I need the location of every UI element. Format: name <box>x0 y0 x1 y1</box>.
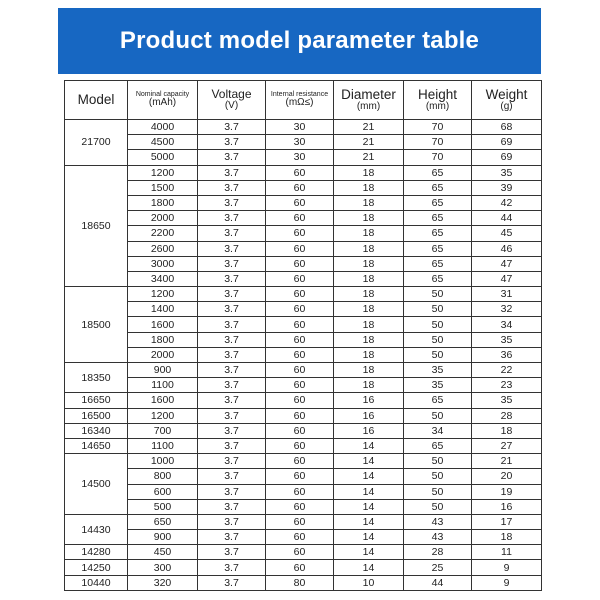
diameter-cell: 18 <box>334 195 404 210</box>
resistance-cell: 60 <box>266 165 334 180</box>
diameter-cell: 18 <box>334 165 404 180</box>
weight-cell: 17 <box>472 514 542 529</box>
resistance-cell: 60 <box>266 408 334 423</box>
diameter-cell: 16 <box>334 423 404 438</box>
voltage-cell: 3.7 <box>198 438 266 453</box>
height-cell: 70 <box>404 150 472 165</box>
voltage-cell: 3.7 <box>198 271 266 286</box>
resistance-cell: 60 <box>266 302 334 317</box>
height-cell: 35 <box>404 363 472 378</box>
diameter-cell: 18 <box>334 241 404 256</box>
voltage-cell: 3.7 <box>198 363 266 378</box>
weight-cell: 11 <box>472 545 542 560</box>
height-cell: 50 <box>404 484 472 499</box>
resistance-cell: 60 <box>266 423 334 438</box>
table-row <box>65 241 542 256</box>
capacity-cell: 3000 <box>128 256 198 271</box>
weight-cell: 9 <box>472 575 542 590</box>
resistance-cell: 60 <box>266 256 334 271</box>
table-row <box>65 545 542 560</box>
header-resistance: Internal resistance (mΩ≤) <box>266 81 334 120</box>
weight-cell: 31 <box>472 287 542 302</box>
table-row <box>65 575 542 590</box>
resistance-cell: 60 <box>266 317 334 332</box>
voltage-cell: 3.7 <box>198 469 266 484</box>
table-row <box>65 211 542 226</box>
model-cell: 10440 <box>65 575 128 590</box>
capacity-cell: 1100 <box>128 378 198 393</box>
voltage-cell: 3.7 <box>198 150 266 165</box>
voltage-cell: 3.7 <box>198 499 266 514</box>
model-cell: 14250 <box>65 560 128 575</box>
height-cell: 70 <box>404 135 472 150</box>
model-cell: 16500 <box>65 408 128 423</box>
height-cell: 65 <box>404 165 472 180</box>
capacity-cell: 1400 <box>128 302 198 317</box>
diameter-cell: 14 <box>334 560 404 575</box>
height-cell: 50 <box>404 454 472 469</box>
voltage-cell: 3.7 <box>198 560 266 575</box>
height-cell: 65 <box>404 195 472 210</box>
table-row <box>65 560 542 575</box>
weight-cell: 27 <box>472 438 542 453</box>
table-row <box>65 408 542 423</box>
header-weight: Weight (g) <box>472 81 542 120</box>
capacity-cell: 800 <box>128 469 198 484</box>
capacity-cell: 2000 <box>128 347 198 362</box>
voltage-cell: 3.7 <box>198 317 266 332</box>
weight-cell: 28 <box>472 408 542 423</box>
resistance-cell: 60 <box>266 211 334 226</box>
table-row <box>65 454 542 469</box>
voltage-cell: 3.7 <box>198 393 266 408</box>
voltage-cell: 3.7 <box>198 135 266 150</box>
height-cell: 50 <box>404 469 472 484</box>
height-cell: 50 <box>404 347 472 362</box>
resistance-cell: 60 <box>266 363 334 378</box>
diameter-cell: 18 <box>334 180 404 195</box>
capacity-cell: 900 <box>128 530 198 545</box>
diameter-cell: 14 <box>334 484 404 499</box>
resistance-cell: 60 <box>266 180 334 195</box>
height-cell: 65 <box>404 180 472 195</box>
weight-cell: 18 <box>472 423 542 438</box>
height-cell: 65 <box>404 271 472 286</box>
diameter-cell: 18 <box>334 363 404 378</box>
height-cell: 65 <box>404 211 472 226</box>
height-cell: 43 <box>404 514 472 529</box>
height-cell: 28 <box>404 545 472 560</box>
capacity-cell: 3400 <box>128 271 198 286</box>
capacity-cell: 450 <box>128 545 198 560</box>
capacity-cell: 2000 <box>128 211 198 226</box>
table-row <box>65 347 542 362</box>
capacity-cell: 1200 <box>128 287 198 302</box>
height-cell: 50 <box>404 499 472 514</box>
voltage-cell: 3.7 <box>198 575 266 590</box>
capacity-cell: 4000 <box>128 120 198 135</box>
model-cell: 18500 <box>65 287 128 363</box>
capacity-cell: 1200 <box>128 165 198 180</box>
diameter-cell: 21 <box>334 150 404 165</box>
table-row <box>65 317 542 332</box>
table-row <box>65 302 542 317</box>
capacity-cell: 1000 <box>128 454 198 469</box>
weight-cell: 42 <box>472 195 542 210</box>
table-row <box>65 226 542 241</box>
table-row <box>65 530 542 545</box>
voltage-cell: 3.7 <box>198 302 266 317</box>
resistance-cell: 60 <box>266 332 334 347</box>
voltage-cell: 3.7 <box>198 195 266 210</box>
voltage-cell: 3.7 <box>198 408 266 423</box>
voltage-cell: 3.7 <box>198 484 266 499</box>
table-row <box>65 378 542 393</box>
height-cell: 50 <box>404 332 472 347</box>
table-row <box>65 363 542 378</box>
diameter-cell: 21 <box>334 120 404 135</box>
resistance-cell: 60 <box>266 393 334 408</box>
voltage-cell: 3.7 <box>198 332 266 347</box>
voltage-cell: 3.7 <box>198 256 266 271</box>
weight-cell: 36 <box>472 347 542 362</box>
weight-cell: 69 <box>472 135 542 150</box>
weight-cell: 23 <box>472 378 542 393</box>
table-row <box>65 499 542 514</box>
capacity-cell: 320 <box>128 575 198 590</box>
weight-cell: 39 <box>472 180 542 195</box>
resistance-cell: 30 <box>266 135 334 150</box>
diameter-cell: 14 <box>334 454 404 469</box>
model-cell: 14650 <box>65 438 128 453</box>
resistance-cell: 60 <box>266 499 334 514</box>
weight-cell: 20 <box>472 469 542 484</box>
weight-cell: 35 <box>472 393 542 408</box>
resistance-cell: 60 <box>266 271 334 286</box>
capacity-cell: 1600 <box>128 393 198 408</box>
diameter-cell: 18 <box>334 271 404 286</box>
weight-cell: 32 <box>472 302 542 317</box>
page-title: Product model parameter table <box>119 27 480 54</box>
diameter-cell: 18 <box>334 226 404 241</box>
diameter-cell: 18 <box>334 302 404 317</box>
model-cell: 16340 <box>65 423 128 438</box>
model-cell: 18650 <box>65 165 128 287</box>
resistance-cell: 30 <box>266 150 334 165</box>
weight-cell: 9 <box>472 560 542 575</box>
diameter-cell: 18 <box>334 347 404 362</box>
model-cell: 14430 <box>65 514 128 544</box>
weight-cell: 45 <box>472 226 542 241</box>
resistance-cell: 60 <box>266 530 334 545</box>
height-cell: 65 <box>404 241 472 256</box>
voltage-cell: 3.7 <box>198 454 266 469</box>
weight-cell: 19 <box>472 484 542 499</box>
capacity-cell: 1500 <box>128 180 198 195</box>
capacity-cell: 1600 <box>128 317 198 332</box>
voltage-cell: 3.7 <box>198 287 266 302</box>
voltage-cell: 3.7 <box>198 423 266 438</box>
voltage-cell: 3.7 <box>198 180 266 195</box>
table-row <box>65 484 542 499</box>
height-cell: 50 <box>404 317 472 332</box>
header-height: Height (mm) <box>404 81 472 120</box>
header-capacity: Nominal capacity (mAh) <box>128 81 198 120</box>
voltage-cell: 3.7 <box>198 545 266 560</box>
capacity-cell: 1800 <box>128 195 198 210</box>
resistance-cell: 60 <box>266 560 334 575</box>
diameter-cell: 18 <box>334 211 404 226</box>
table-row <box>65 165 542 180</box>
model-cell: 14280 <box>65 545 128 560</box>
diameter-cell: 14 <box>334 438 404 453</box>
height-cell: 65 <box>404 256 472 271</box>
table-row <box>65 180 542 195</box>
capacity-cell: 2200 <box>128 226 198 241</box>
weight-cell: 68 <box>472 120 542 135</box>
header-voltage: Voltage (V) <box>198 81 266 120</box>
diameter-cell: 14 <box>334 530 404 545</box>
height-cell: 43 <box>404 530 472 545</box>
voltage-cell: 3.7 <box>198 241 266 256</box>
model-cell: 16650 <box>65 393 128 408</box>
height-cell: 65 <box>404 393 472 408</box>
model-cell: 14500 <box>65 454 128 515</box>
weight-cell: 34 <box>472 317 542 332</box>
resistance-cell: 60 <box>266 378 334 393</box>
voltage-cell: 3.7 <box>198 165 266 180</box>
diameter-cell: 14 <box>334 545 404 560</box>
capacity-cell: 300 <box>128 560 198 575</box>
resistance-cell: 80 <box>266 575 334 590</box>
capacity-cell: 1800 <box>128 332 198 347</box>
weight-cell: 22 <box>472 363 542 378</box>
capacity-cell: 1100 <box>128 438 198 453</box>
resistance-cell: 60 <box>266 484 334 499</box>
capacity-cell: 700 <box>128 423 198 438</box>
voltage-cell: 3.7 <box>198 514 266 529</box>
table-row <box>65 287 542 302</box>
header-model: Model <box>65 81 128 120</box>
weight-cell: 47 <box>472 271 542 286</box>
table-row <box>65 393 542 408</box>
capacity-cell: 5000 <box>128 150 198 165</box>
table-row <box>65 135 542 150</box>
diameter-cell: 21 <box>334 135 404 150</box>
diameter-cell: 18 <box>334 378 404 393</box>
height-cell: 65 <box>404 226 472 241</box>
voltage-cell: 3.7 <box>198 211 266 226</box>
diameter-cell: 18 <box>334 287 404 302</box>
height-cell: 65 <box>404 438 472 453</box>
table-row <box>65 438 542 453</box>
table-row <box>65 332 542 347</box>
weight-cell: 18 <box>472 530 542 545</box>
table-row <box>65 514 542 529</box>
weight-cell: 69 <box>472 150 542 165</box>
diameter-cell: 18 <box>334 256 404 271</box>
header-diameter: Diameter (mm) <box>334 81 404 120</box>
height-cell: 50 <box>404 287 472 302</box>
capacity-cell: 500 <box>128 499 198 514</box>
weight-cell: 16 <box>472 499 542 514</box>
table-row <box>65 120 542 135</box>
capacity-cell: 1200 <box>128 408 198 423</box>
table-row <box>65 469 542 484</box>
resistance-cell: 60 <box>266 438 334 453</box>
capacity-cell: 600 <box>128 484 198 499</box>
table-row <box>65 423 542 438</box>
diameter-cell: 14 <box>334 469 404 484</box>
table-body <box>65 120 542 591</box>
height-cell: 50 <box>404 302 472 317</box>
resistance-cell: 60 <box>266 347 334 362</box>
resistance-cell: 60 <box>266 226 334 241</box>
resistance-cell: 60 <box>266 287 334 302</box>
height-cell: 25 <box>404 560 472 575</box>
voltage-cell: 3.7 <box>198 226 266 241</box>
voltage-cell: 3.7 <box>198 120 266 135</box>
diameter-cell: 18 <box>334 332 404 347</box>
table-row <box>65 271 542 286</box>
weight-cell: 47 <box>472 256 542 271</box>
table-row <box>65 195 542 210</box>
diameter-cell: 14 <box>334 499 404 514</box>
weight-cell: 21 <box>472 454 542 469</box>
height-cell: 70 <box>404 120 472 135</box>
resistance-cell: 60 <box>266 195 334 210</box>
resistance-cell: 60 <box>266 545 334 560</box>
resistance-cell: 60 <box>266 514 334 529</box>
voltage-cell: 3.7 <box>198 530 266 545</box>
title-banner <box>58 8 541 74</box>
capacity-cell: 650 <box>128 514 198 529</box>
parameter-table <box>64 80 542 591</box>
resistance-cell: 60 <box>266 454 334 469</box>
weight-cell: 44 <box>472 211 542 226</box>
model-cell: 18350 <box>65 363 128 393</box>
capacity-cell: 2600 <box>128 241 198 256</box>
height-cell: 44 <box>404 575 472 590</box>
capacity-cell: 900 <box>128 363 198 378</box>
resistance-cell: 60 <box>266 469 334 484</box>
diameter-cell: 16 <box>334 393 404 408</box>
height-cell: 34 <box>404 423 472 438</box>
voltage-cell: 3.7 <box>198 378 266 393</box>
resistance-cell: 60 <box>266 241 334 256</box>
diameter-cell: 10 <box>334 575 404 590</box>
model-cell: 21700 <box>65 120 128 166</box>
height-cell: 35 <box>404 378 472 393</box>
diameter-cell: 16 <box>334 408 404 423</box>
table-row <box>65 256 542 271</box>
height-cell: 50 <box>404 408 472 423</box>
diameter-cell: 18 <box>334 317 404 332</box>
weight-cell: 35 <box>472 165 542 180</box>
voltage-cell: 3.7 <box>198 347 266 362</box>
table-row <box>65 150 542 165</box>
weight-cell: 35 <box>472 332 542 347</box>
diameter-cell: 14 <box>334 514 404 529</box>
resistance-cell: 30 <box>266 120 334 135</box>
header-row <box>65 81 542 120</box>
capacity-cell: 4500 <box>128 135 198 150</box>
weight-cell: 46 <box>472 241 542 256</box>
